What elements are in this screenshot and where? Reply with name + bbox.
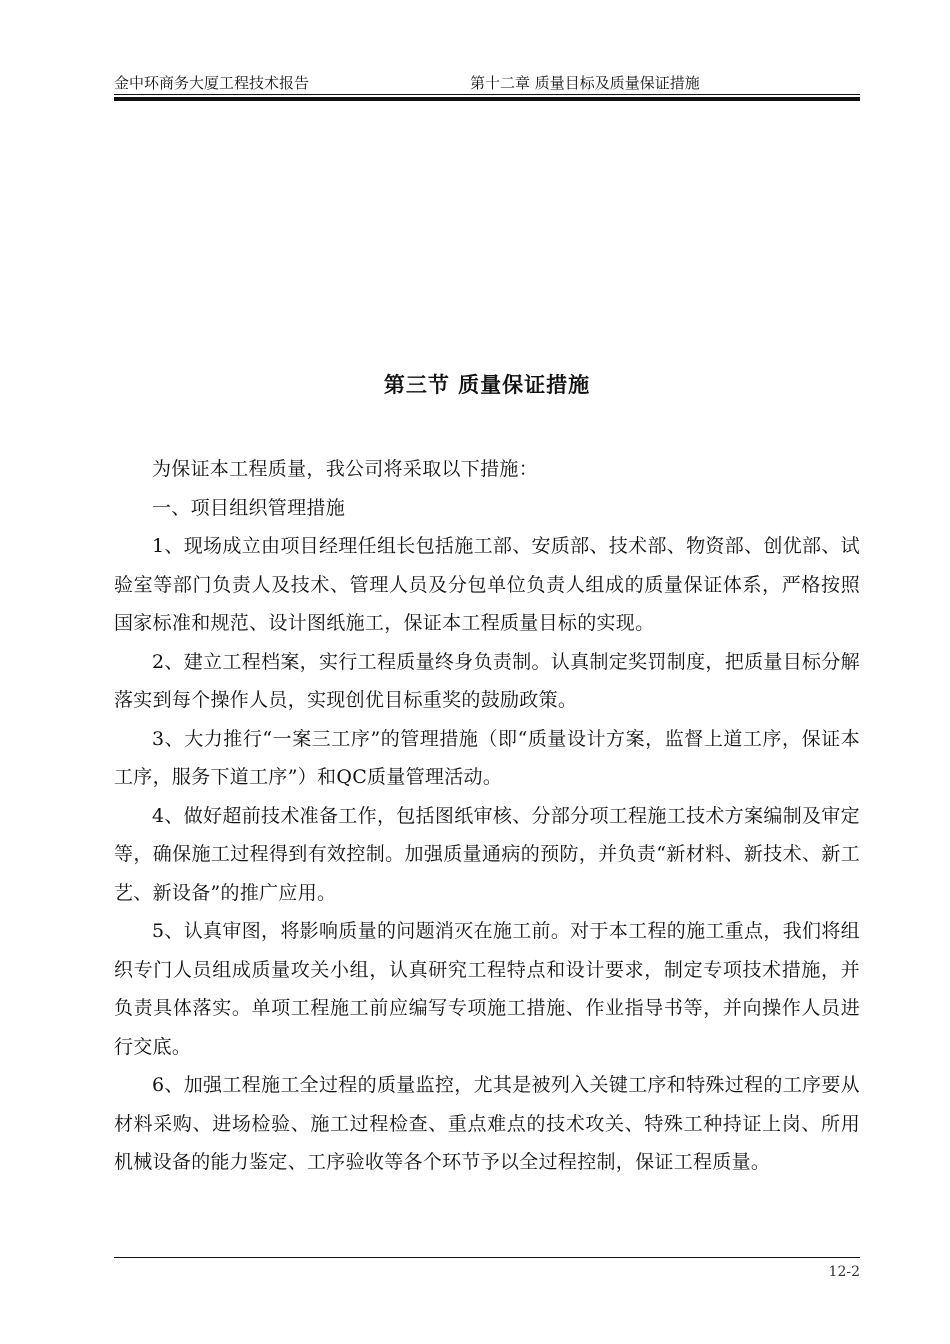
footer-rule [114, 1257, 860, 1258]
page-number: 12-2 [828, 1264, 860, 1280]
paragraph-heading-1: 一、项目组织管理措施 [152, 496, 346, 519]
paragraph-item-6: 6、加强工程施工全过程的质量监控，尤其是被列入关键工序和特殊过程的工序要从材料采购、进场检验、施工过程检查、重点难点的技术攻关、特殊工种持证上岗、所用机械设备的能力鉴定、工序验收等各个环节予以全过程控制，保证工程质量。 [114, 1074, 860, 1173]
body-text [114, 450, 860, 1182]
header-chapter-title: 第十二章 质量目标及质量保证措施 [470, 74, 700, 92]
section-title: 第三节 质量保证措施 [383, 373, 591, 397]
header-rule-thick [114, 97, 860, 101]
paragraph-item-4: 4、做好超前技术准备工作，包括图纸审核、分部分项工程施工技术方案编制及审定等，确保施工过程得到有效控制。加强质量通病的预防，并负责“新材料、新技术、新工艺、新设备”的推广应用。 [114, 804, 860, 904]
paragraph-item-2: 2、建立工程档案，实行工程质量终身负责制。认真制定奖罚制度，把质量目标分解落实到每个操作人员，实现创优目标重奖的鼓励政策。 [114, 650, 860, 711]
paragraph-item-1: 1、现场成立由项目经理任组长包括施工部、安质部、技术部、物资部、创优部、试验室等部门负责人及技术、管理人员及分包单位负责人组成的质量保证体系，严格按照国家标准和规范、设计图纸施工，保证本工程质量目标的实现。 [114, 535, 860, 634]
paragraph-item-5: 5、认真审图，将影响质量的问题消灭在施工前。对于本工程的施工重点，我们将组织专门人员组成质量攻关小组，认真研究工程特点和设计要求，制定专项技术措施，并负责具体落实。单项工程施工前应编写专项施工措施、作业指导书等，并向操作人员进行交底。 [114, 920, 860, 1058]
header-rule-thin [114, 94, 860, 95]
paragraph-intro: 为保证本工程质量，我公司将采取以下措施： [152, 458, 539, 480]
header-report-title: 金中环商务大厦工程技术报告 [114, 74, 310, 92]
page-header [114, 70, 860, 94]
paragraph-item-3: 3、大力推行“一案三工序”的管理措施（即“质量设计方案，监督上道工序，保证本工序，服务下道工序”）和QC质量管理活动。 [114, 727, 860, 788]
